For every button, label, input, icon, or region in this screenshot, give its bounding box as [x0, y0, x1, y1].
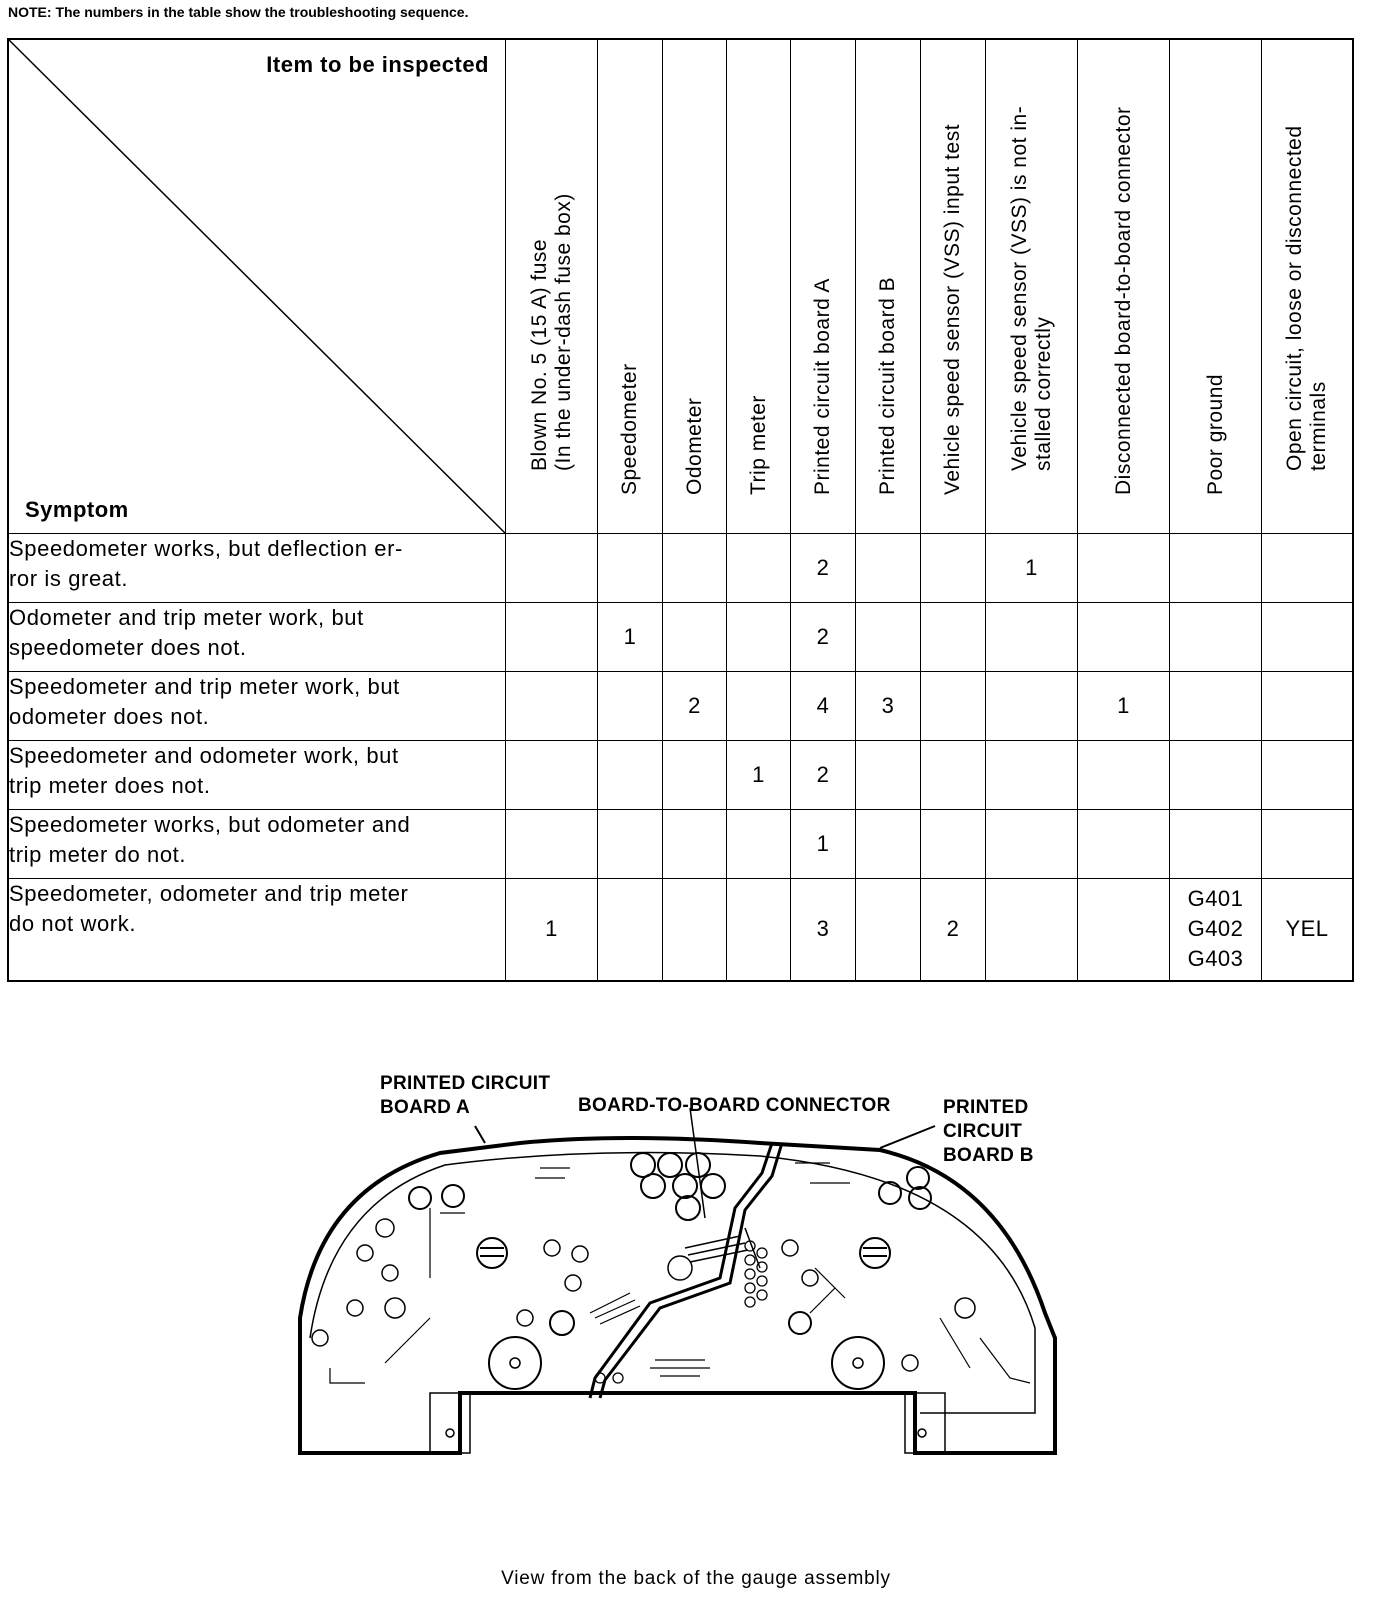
sequence-cell: 1 [506, 879, 598, 981]
sequence-cell [598, 741, 663, 810]
sequence-cell [1078, 603, 1170, 672]
col-header-open-circuit: Open circuit, loose or disconnected terminals [1262, 39, 1354, 534]
table-row [8, 603, 1353, 672]
sequence-cell [1170, 810, 1262, 879]
table-row [8, 879, 1353, 981]
col-header-vss-input-test: Vehicle speed sensor (VSS) input test [921, 39, 986, 534]
symptom-cell: Speedometer and odometer work, but trip meter does not. [8, 741, 506, 810]
corner-diagonal-line [9, 40, 505, 533]
col-header-poor-ground: Poor ground [1170, 39, 1262, 534]
sequence-cell [1262, 672, 1354, 741]
symptom-cell: Speedometer, odometer and trip meter do not work. [8, 879, 506, 981]
symptom-cell: Speedometer and trip meter work, but odometer does not. [8, 672, 506, 741]
col-header-pcb-b: Printed circuit board B [856, 39, 921, 534]
sequence-cell: 2 [791, 603, 856, 672]
sequence-cell: 2 [921, 879, 986, 981]
diagram-caption: View from the back of the gauge assembly [501, 1568, 891, 1589]
sequence-cell [921, 672, 986, 741]
sequence-cell [598, 810, 663, 879]
sequence-cell [598, 879, 663, 981]
sequence-cell: G401 G402 G403 [1170, 879, 1262, 981]
sequence-cell [727, 672, 791, 741]
sequence-cell [986, 879, 1078, 981]
sequence-cell [1078, 879, 1170, 981]
sequence-cell [921, 534, 986, 603]
label-printed-circuit-board-a: PRINTED CIRCUIT BOARD A [380, 1073, 551, 1118]
col-header-pcb-a: Printed circuit board A [791, 39, 856, 534]
col-header-board-connector: Disconnected board-to-board connector [1078, 39, 1170, 534]
sequence-cell [727, 810, 791, 879]
sequence-cell [986, 672, 1078, 741]
sequence-cell [921, 810, 986, 879]
col-header-fuse: Blown No. 5 (15 A) fuse (In the under-dash fuse box) [506, 39, 598, 534]
sequence-cell [663, 810, 727, 879]
sequence-cell [856, 879, 921, 981]
sequence-cell: 2 [663, 672, 727, 741]
sequence-cell [506, 603, 598, 672]
sequence-cell [727, 603, 791, 672]
sequence-cell: 4 [791, 672, 856, 741]
sequence-cell: 3 [791, 879, 856, 981]
sequence-cell [1078, 741, 1170, 810]
sequence-cell [856, 534, 921, 603]
col-header-trip-meter: Trip meter [727, 39, 791, 534]
sequence-cell: 1 [791, 810, 856, 879]
item-to-inspect-label: Item to be inspected [266, 52, 489, 77]
symptom-cell: Speedometer works, but odometer and trip meter do not. [8, 810, 506, 879]
sequence-cell [663, 534, 727, 603]
label-board-to-board-connector: BOARD-TO-BOARD CONNECTOR [578, 1095, 891, 1116]
sequence-cell [1078, 534, 1170, 603]
table-row [8, 810, 1353, 879]
sequence-cell [598, 534, 663, 603]
sequence-cell [856, 810, 921, 879]
sequence-cell [1262, 534, 1354, 603]
sequence-cell [986, 741, 1078, 810]
sequence-cell [921, 741, 986, 810]
sequence-cell [663, 741, 727, 810]
header-row [8, 39, 1353, 534]
sequence-cell [1262, 741, 1354, 810]
troubleshooting-table [7, 38, 1354, 982]
sequence-cell [1262, 810, 1354, 879]
sequence-cell [506, 672, 598, 741]
col-header-vss-installed: Vehicle speed sensor (VSS) is not in- stalled correctly [986, 39, 1078, 534]
sequence-cell [986, 603, 1078, 672]
table-row [8, 741, 1353, 810]
sequence-cell [506, 810, 598, 879]
sequence-cell: 1 [986, 534, 1078, 603]
sequence-cell [727, 534, 791, 603]
col-header-odometer: Odometer [663, 39, 727, 534]
sequence-cell [727, 879, 791, 981]
label-printed-circuit-board-b: PRINTED CIRCUIT BOARD B [943, 1097, 1034, 1166]
sequence-cell [986, 810, 1078, 879]
sequence-cell: 1 [1078, 672, 1170, 741]
sequence-cell [506, 741, 598, 810]
sequence-cell [1170, 534, 1262, 603]
sequence-cell [663, 879, 727, 981]
sequence-cell [1170, 741, 1262, 810]
sequence-cell: 1 [727, 741, 791, 810]
table-row [8, 672, 1353, 741]
sequence-cell [1170, 672, 1262, 741]
table-note: NOTE: The numbers in the table show the troubleshooting sequence. [8, 4, 469, 20]
symptom-cell: Odometer and trip meter work, but speedometer does not. [8, 603, 506, 672]
sequence-cell: 1 [598, 603, 663, 672]
corner-header [8, 39, 506, 534]
sequence-cell [856, 603, 921, 672]
sequence-cell [598, 672, 663, 741]
sequence-cell [1170, 603, 1262, 672]
sequence-cell: 3 [856, 672, 921, 741]
symptom-cell: Speedometer works, but deflection er- ror is great. [8, 534, 506, 603]
sequence-cell: 2 [791, 741, 856, 810]
symptom-label: Symptom [25, 497, 129, 522]
sequence-cell [1078, 810, 1170, 879]
table-row [8, 534, 1353, 603]
sequence-cell [921, 603, 986, 672]
sequence-cell [506, 534, 598, 603]
sequence-cell [663, 603, 727, 672]
gauge-assembly-diagram [290, 1068, 1090, 1473]
sequence-cell [1262, 603, 1354, 672]
sequence-cell: YEL [1262, 879, 1354, 981]
table-body [8, 534, 1353, 981]
sequence-cell [856, 741, 921, 810]
col-header-speedometer: Speedometer [598, 39, 663, 534]
sequence-cell: 2 [791, 534, 856, 603]
